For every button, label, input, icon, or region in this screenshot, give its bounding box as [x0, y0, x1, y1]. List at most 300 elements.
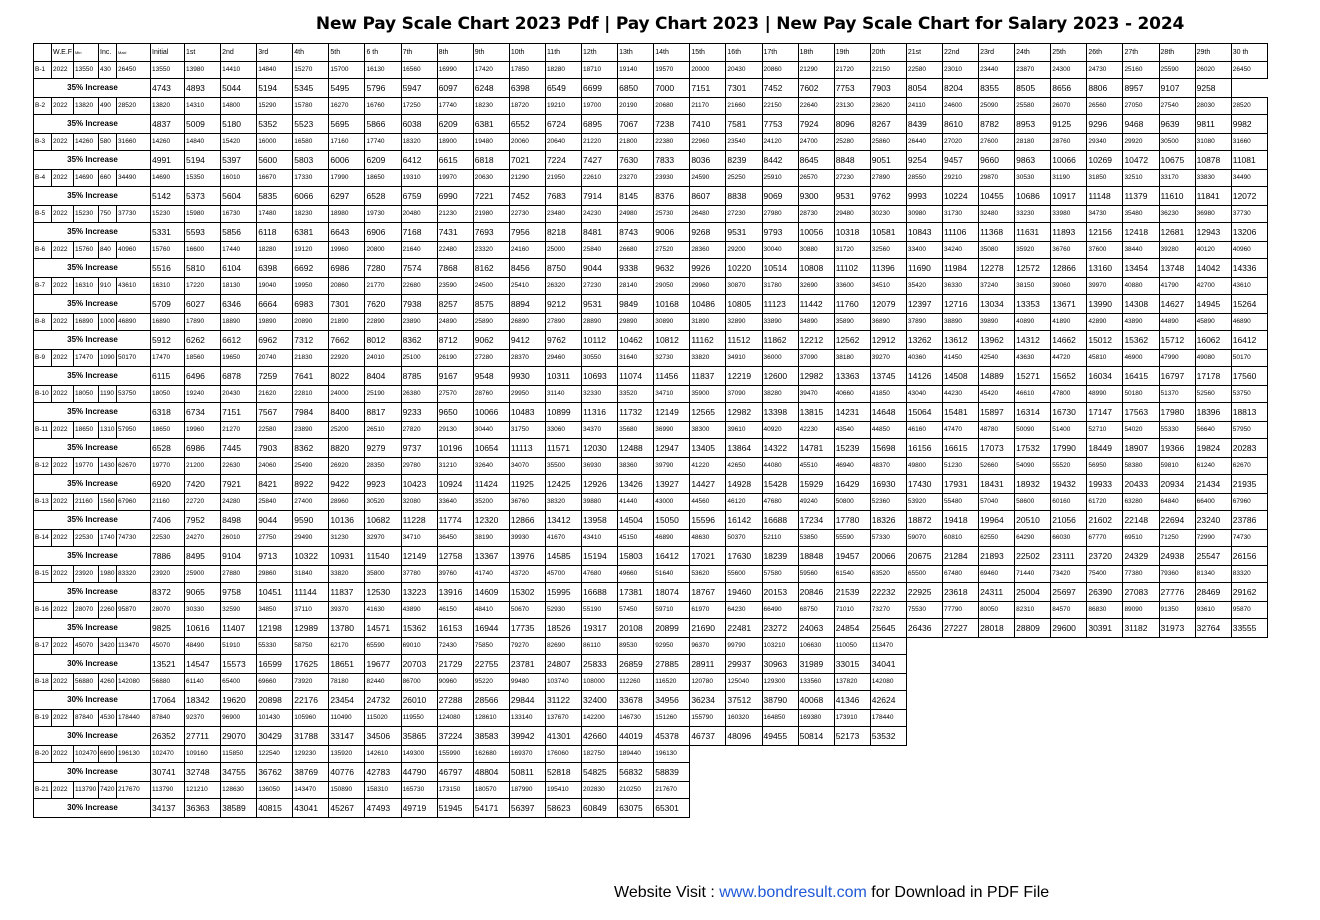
increase-label: 35% Increase	[34, 295, 151, 314]
stage-cell: 21890	[329, 314, 365, 331]
grade-cell: B-7	[34, 278, 52, 295]
increase-cell: 8239	[726, 151, 762, 170]
increase-cell: 5009	[185, 115, 221, 134]
increase-cell: 11316	[582, 403, 618, 422]
stage-cell: 32480	[979, 206, 1015, 223]
increase-cell: 16688	[762, 511, 798, 530]
inc-cell: 1980	[99, 566, 117, 583]
increase-cell: 13927	[654, 475, 690, 494]
increase-cell: 5495	[329, 79, 365, 98]
empty-cell	[1123, 710, 1159, 727]
increase-cell: 9006	[654, 223, 690, 242]
increase-cell: 6920	[151, 475, 185, 494]
increase-cell: 7280	[365, 259, 401, 278]
increase-cell: 12488	[618, 439, 654, 458]
grade-cell: B-5	[34, 206, 52, 223]
stage-cell: 25160	[1123, 62, 1159, 79]
empty-cell	[1051, 710, 1087, 727]
increase-cell: 9422	[329, 475, 365, 494]
increase-cell: 30963	[762, 655, 798, 674]
stage-cell: 17160	[329, 134, 365, 151]
increase-cell: 6398	[257, 259, 293, 278]
min-cell: 87840	[74, 710, 99, 727]
increase-cell: 20703	[401, 655, 437, 674]
stage-cell: 29780	[401, 458, 437, 475]
increase-row	[34, 295, 1268, 314]
stage-cell: 50180	[1123, 386, 1159, 403]
stage-cell: 25730	[654, 206, 690, 223]
stage-cell: 66030	[1051, 530, 1087, 547]
empty-cell	[1123, 727, 1159, 746]
column-header: 11th	[545, 44, 581, 62]
stage-cell: 136050	[257, 782, 293, 799]
stage-cell: 75850	[473, 638, 509, 655]
column-header: 5th	[329, 44, 365, 62]
empty-cell	[1195, 655, 1231, 674]
stage-cell: 23010	[942, 62, 978, 79]
increase-cell: 29070	[221, 727, 257, 746]
stage-cell: 158310	[365, 782, 401, 799]
empty-cell	[979, 674, 1015, 691]
stage-cell: 19700	[582, 98, 618, 115]
increase-row	[34, 187, 1268, 206]
stage-cell: 16600	[185, 242, 221, 259]
increase-cell: 8838	[726, 187, 762, 206]
stage-cell: 86110	[582, 638, 618, 655]
stage-cell: 64230	[726, 602, 762, 619]
stage-cell: 19970	[437, 170, 473, 187]
stage-cell: 137820	[834, 674, 870, 691]
increase-cell: 52818	[545, 763, 581, 782]
increase-cell: 29937	[726, 655, 762, 674]
stage-cell: 41670	[545, 530, 581, 547]
scale-row	[34, 494, 1268, 511]
increase-cell: 18449	[1087, 439, 1123, 458]
increase-cell: 53532	[870, 727, 906, 746]
increase-cell: 14662	[1051, 331, 1087, 350]
increase-cell: 11106	[942, 223, 978, 242]
empty-cell	[1015, 674, 1051, 691]
stage-cell: 16760	[365, 98, 401, 115]
increase-cell: 15050	[654, 511, 690, 530]
increase-row	[34, 151, 1268, 170]
empty-cell	[906, 799, 942, 818]
stage-cell: 22730	[509, 206, 545, 223]
increase-cell: 6248	[473, 79, 509, 98]
increase-cell: 10675	[1159, 151, 1195, 170]
increase-cell: 18074	[654, 583, 690, 602]
increase-cell: 9125	[1051, 115, 1087, 134]
stage-cell: 35480	[1123, 206, 1159, 223]
stage-cell: 21980	[473, 206, 509, 223]
increase-cell: 5856	[221, 223, 257, 242]
stage-cell: 20000	[690, 62, 726, 79]
increase-cell: 16730	[1051, 403, 1087, 422]
increase-cell: 29162	[1231, 583, 1267, 602]
increase-cell: 13748	[1159, 259, 1195, 278]
increase-cell: 8750	[545, 259, 581, 278]
stage-cell: 38300	[690, 422, 726, 439]
increase-cell: 9923	[365, 475, 401, 494]
increase-cell: 24311	[979, 583, 1015, 602]
min-cell: 18050	[74, 386, 99, 403]
stage-cell: 128610	[473, 710, 509, 727]
increase-cell: 9982	[1231, 115, 1267, 134]
stage-cell: 46890	[1231, 314, 1267, 331]
stage-cell: 20190	[618, 98, 654, 115]
stage-cell: 42230	[798, 422, 834, 439]
stage-cell: 30330	[185, 602, 221, 619]
stage-cell: 133560	[798, 674, 834, 691]
increase-label: 30% Increase	[34, 727, 151, 746]
min-cell: 13550	[74, 62, 99, 79]
stage-cell: 43720	[509, 566, 545, 583]
scale-row	[34, 206, 1268, 223]
stage-cell: 25860	[870, 134, 906, 151]
empty-cell	[1123, 763, 1159, 782]
increase-cell: 14508	[942, 367, 978, 386]
stage-cell: 115850	[221, 746, 257, 763]
stage-cell: 33600	[834, 278, 870, 295]
stage-cell: 22610	[582, 170, 618, 187]
grade-cell: B-9	[34, 350, 52, 367]
increase-cell: 19366	[1159, 439, 1195, 458]
stage-cell: 96370	[690, 638, 726, 655]
max-cell: 43610	[117, 278, 151, 295]
increase-cell: 45267	[329, 799, 365, 818]
increase-cell: 6759	[401, 187, 437, 206]
increase-cell: 9268	[690, 223, 726, 242]
increase-cell: 11123	[762, 295, 798, 314]
increase-cell: 9167	[437, 367, 473, 386]
increase-cell: 6038	[401, 115, 437, 134]
grade-cell: B-13	[34, 494, 52, 511]
stage-cell: 20800	[365, 242, 401, 259]
stage-cell: 16270	[329, 98, 365, 115]
stage-cell: 31640	[618, 350, 654, 367]
max-cell: 37730	[117, 206, 151, 223]
empty-cell	[942, 638, 978, 655]
stage-cell: 19770	[151, 458, 185, 475]
increase-cell: 17980	[1159, 403, 1195, 422]
stage-cell: 16670	[257, 170, 293, 187]
increase-cell: 19933	[1087, 475, 1123, 494]
min-cell: 23920	[74, 566, 99, 583]
increase-cell: 21056	[1051, 511, 1087, 530]
increase-cell: 17021	[690, 547, 726, 566]
max-cell: 74730	[117, 530, 151, 547]
empty-cell	[906, 727, 942, 746]
increase-label: 35% Increase	[34, 223, 151, 242]
increase-label: 35% Increase	[34, 439, 151, 458]
empty-cell	[1051, 674, 1087, 691]
stage-cell: 35680	[618, 422, 654, 439]
stage-cell: 69010	[401, 638, 437, 655]
increase-cell: 5516	[151, 259, 185, 278]
increase-cell: 17560	[1231, 367, 1267, 386]
increase-cell: 6104	[221, 259, 257, 278]
increase-label: 30% Increase	[34, 799, 151, 818]
stage-cell: 101430	[257, 710, 293, 727]
increase-cell: 6318	[151, 403, 185, 422]
stage-cell: 24300	[1051, 62, 1087, 79]
wef-cell: 2022	[52, 98, 74, 115]
increase-cell: 11610	[1159, 187, 1195, 206]
stage-cell: 25090	[979, 98, 1015, 115]
increase-cell: 5194	[185, 151, 221, 170]
increase-cell: 50811	[509, 763, 545, 782]
empty-cell	[1087, 799, 1123, 818]
stage-cell: 128630	[221, 782, 257, 799]
increase-cell: 7000	[654, 79, 690, 98]
increase-cell: 9212	[545, 295, 581, 314]
increase-cell: 10693	[582, 367, 618, 386]
stage-cell: 31890	[690, 314, 726, 331]
stage-cell: 22150	[762, 98, 798, 115]
increase-cell: 34137	[151, 799, 185, 818]
increase-cell: 7410	[690, 115, 726, 134]
increase-cell: 9457	[942, 151, 978, 170]
stage-cell: 23540	[726, 134, 762, 151]
stage-cell: 54090	[1015, 458, 1051, 475]
increase-cell: 8421	[257, 475, 293, 494]
empty-cell	[1051, 782, 1087, 799]
stage-cell: 74730	[1231, 530, 1267, 547]
stage-cell: 84570	[1051, 602, 1087, 619]
stage-cell: 69510	[1123, 530, 1159, 547]
stage-cell: 82310	[1015, 602, 1051, 619]
wef-cell: 2022	[52, 782, 74, 799]
empty-cell	[1231, 638, 1267, 655]
stage-cell: 56880	[151, 674, 185, 691]
increase-cell: 28018	[979, 619, 1015, 638]
stage-cell: 20740	[257, 350, 293, 367]
empty-cell	[1051, 746, 1087, 763]
stage-cell: 24730	[1087, 62, 1123, 79]
stage-cell: 24280	[221, 494, 257, 511]
increase-cell: 26352	[151, 727, 185, 746]
stage-cell: 20480	[401, 206, 437, 223]
wef-cell: 2022	[52, 494, 74, 511]
stage-cell: 21830	[293, 350, 329, 367]
increase-cell: 15652	[1051, 367, 1087, 386]
min-cell: 102470	[74, 746, 99, 763]
increase-cell: 16429	[834, 475, 870, 494]
increase-cell: 16142	[726, 511, 762, 530]
increase-cell: 10224	[942, 187, 978, 206]
stage-cell: 28520	[1231, 98, 1267, 115]
max-cell: 31660	[117, 134, 151, 151]
footer-suffix: for Download in PDF File	[866, 884, 1050, 901]
stage-cell: 77380	[1123, 566, 1159, 583]
max-cell: 217670	[117, 782, 151, 799]
increase-cell: 15271	[1015, 367, 1051, 386]
stage-cell: 37090	[726, 386, 762, 403]
stage-cell: 18650	[151, 422, 185, 439]
column-header: Min	[74, 44, 99, 62]
inc-cell: 430	[99, 62, 117, 79]
scale-row	[34, 710, 1268, 727]
empty-cell	[1015, 691, 1051, 710]
stage-cell: 32590	[221, 602, 257, 619]
empty-cell	[1159, 655, 1195, 674]
stage-cell: 68750	[798, 602, 834, 619]
stage-cell: 24500	[473, 278, 509, 295]
stage-cell: 39760	[437, 566, 473, 583]
increase-cell: 10462	[618, 331, 654, 350]
wef-cell: 2022	[52, 674, 74, 691]
stage-cell: 51400	[1051, 422, 1087, 439]
empty-cell	[942, 691, 978, 710]
increase-cell: 14322	[762, 439, 798, 458]
column-header: 29th	[1195, 44, 1231, 62]
increase-cell: 6381	[293, 223, 329, 242]
stage-cell: 52930	[545, 602, 581, 619]
empty-cell	[906, 638, 942, 655]
stage-cell: 26890	[509, 314, 545, 331]
stage-cell: 39790	[654, 458, 690, 475]
column-header: 22nd	[942, 44, 978, 62]
stage-cell: 30880	[798, 242, 834, 259]
increase-cell: 56397	[509, 799, 545, 818]
stage-cell: 30870	[726, 278, 762, 295]
stage-cell: 31720	[834, 242, 870, 259]
stage-cell: 29920	[1123, 134, 1159, 151]
scale-row	[34, 242, 1268, 259]
stage-cell: 67770	[1087, 530, 1123, 547]
increase-cell: 13398	[762, 403, 798, 422]
increase-cell: 23786	[1231, 511, 1267, 530]
stage-cell: 57040	[979, 494, 1015, 511]
stage-cell: 40120	[1195, 242, 1231, 259]
empty-cell	[979, 691, 1015, 710]
stage-cell: 19960	[185, 422, 221, 439]
stage-cell: 28180	[1015, 134, 1051, 151]
stage-cell: 105960	[293, 710, 329, 727]
increase-cell: 11228	[401, 511, 437, 530]
increase-cell: 27776	[1159, 583, 1195, 602]
increase-cell: 8743	[618, 223, 654, 242]
stage-cell: 23620	[870, 98, 906, 115]
increase-cell: 7431	[437, 223, 473, 242]
stage-cell: 135920	[329, 746, 365, 763]
increase-cell: 6066	[293, 187, 329, 206]
wef-cell: 2022	[52, 350, 74, 367]
increase-cell: 38589	[221, 799, 257, 818]
stage-cell: 19040	[257, 278, 293, 295]
stage-cell: 16560	[401, 62, 437, 79]
increase-cell: 15302	[509, 583, 545, 602]
increase-cell: 19677	[365, 655, 401, 674]
empty-cell	[1015, 782, 1051, 799]
empty-cell	[1159, 727, 1195, 746]
increase-cell: 26010	[401, 691, 437, 710]
increase-row	[34, 475, 1268, 494]
stage-cell: 15230	[151, 206, 185, 223]
stage-cell: 149300	[401, 746, 437, 763]
min-cell: 16310	[74, 278, 99, 295]
increase-cell: 17931	[942, 475, 978, 494]
stage-cell: 46160	[906, 422, 942, 439]
stage-cell: 22580	[906, 62, 942, 79]
stage-cell: 37240	[979, 278, 1015, 295]
increase-cell: 17532	[1015, 439, 1051, 458]
increase-cell: 42660	[582, 727, 618, 746]
increase-cell: 16415	[1123, 367, 1159, 386]
increase-cell: 9548	[473, 367, 509, 386]
stage-cell: 45890	[1195, 314, 1231, 331]
column-header: Maxi	[117, 44, 151, 62]
stage-cell: 14840	[185, 134, 221, 151]
stage-cell: 14310	[185, 98, 221, 115]
increase-cell: 17178	[1195, 367, 1231, 386]
stage-cell: 22810	[293, 386, 329, 403]
website-link[interactable]: www.bondresult.com	[719, 884, 867, 901]
increase-cell: 15428	[762, 475, 798, 494]
increase-cell: 5142	[151, 187, 185, 206]
increase-cell: 9044	[257, 511, 293, 530]
increase-cell: 5796	[365, 79, 401, 98]
stage-cell: 13980	[185, 62, 221, 79]
stage-cell: 40360	[906, 350, 942, 367]
stage-cell: 17440	[221, 242, 257, 259]
increase-cell: 13412	[545, 511, 581, 530]
stage-cell: 21640	[401, 242, 437, 259]
stage-cell: 32970	[365, 530, 401, 547]
increase-cell: 10924	[437, 475, 473, 494]
increase-cell: 58839	[654, 763, 690, 782]
increase-cell: 17563	[1123, 403, 1159, 422]
increase-cell: 7952	[185, 511, 221, 530]
grade-cell: B-6	[34, 242, 52, 259]
increase-cell: 11893	[1051, 223, 1087, 242]
stage-cell: 44850	[870, 422, 906, 439]
increase-cell: 5373	[185, 187, 221, 206]
stage-cell: 36760	[1051, 242, 1087, 259]
stage-cell: 21270	[221, 422, 257, 439]
stage-cell: 42700	[1195, 278, 1231, 295]
stage-cell: 24980	[618, 206, 654, 223]
empty-cell	[906, 655, 942, 674]
stage-cell: 22920	[329, 350, 365, 367]
stage-cell: 55190	[582, 602, 618, 619]
stage-cell: 61540	[834, 566, 870, 583]
stage-cell: 52360	[870, 494, 906, 511]
empty-cell	[1159, 638, 1195, 655]
stage-cell: 33820	[690, 350, 726, 367]
increase-cell: 23720	[1087, 547, 1123, 566]
column-header: 21st	[906, 44, 942, 62]
empty-cell	[1231, 763, 1267, 782]
increase-cell: 15698	[870, 439, 906, 458]
min-cell: 14690	[74, 170, 99, 187]
increase-cell: 7924	[798, 115, 834, 134]
stage-cell: 57330	[870, 530, 906, 547]
increase-cell: 11148	[1087, 187, 1123, 206]
column-header: 7th	[401, 44, 437, 62]
column-header: 2nd	[221, 44, 257, 62]
scale-row	[34, 98, 1268, 115]
increase-cell: 6027	[185, 295, 221, 314]
increase-cell: 19457	[834, 547, 870, 566]
increase-cell: 10899	[545, 403, 581, 422]
stage-cell: 25580	[1015, 98, 1051, 115]
stage-cell: 38280	[762, 386, 798, 403]
increase-cell: 10056	[798, 223, 834, 242]
stage-cell: 96900	[221, 710, 257, 727]
increase-cell: 44790	[401, 763, 437, 782]
increase-cell: 11760	[834, 295, 870, 314]
